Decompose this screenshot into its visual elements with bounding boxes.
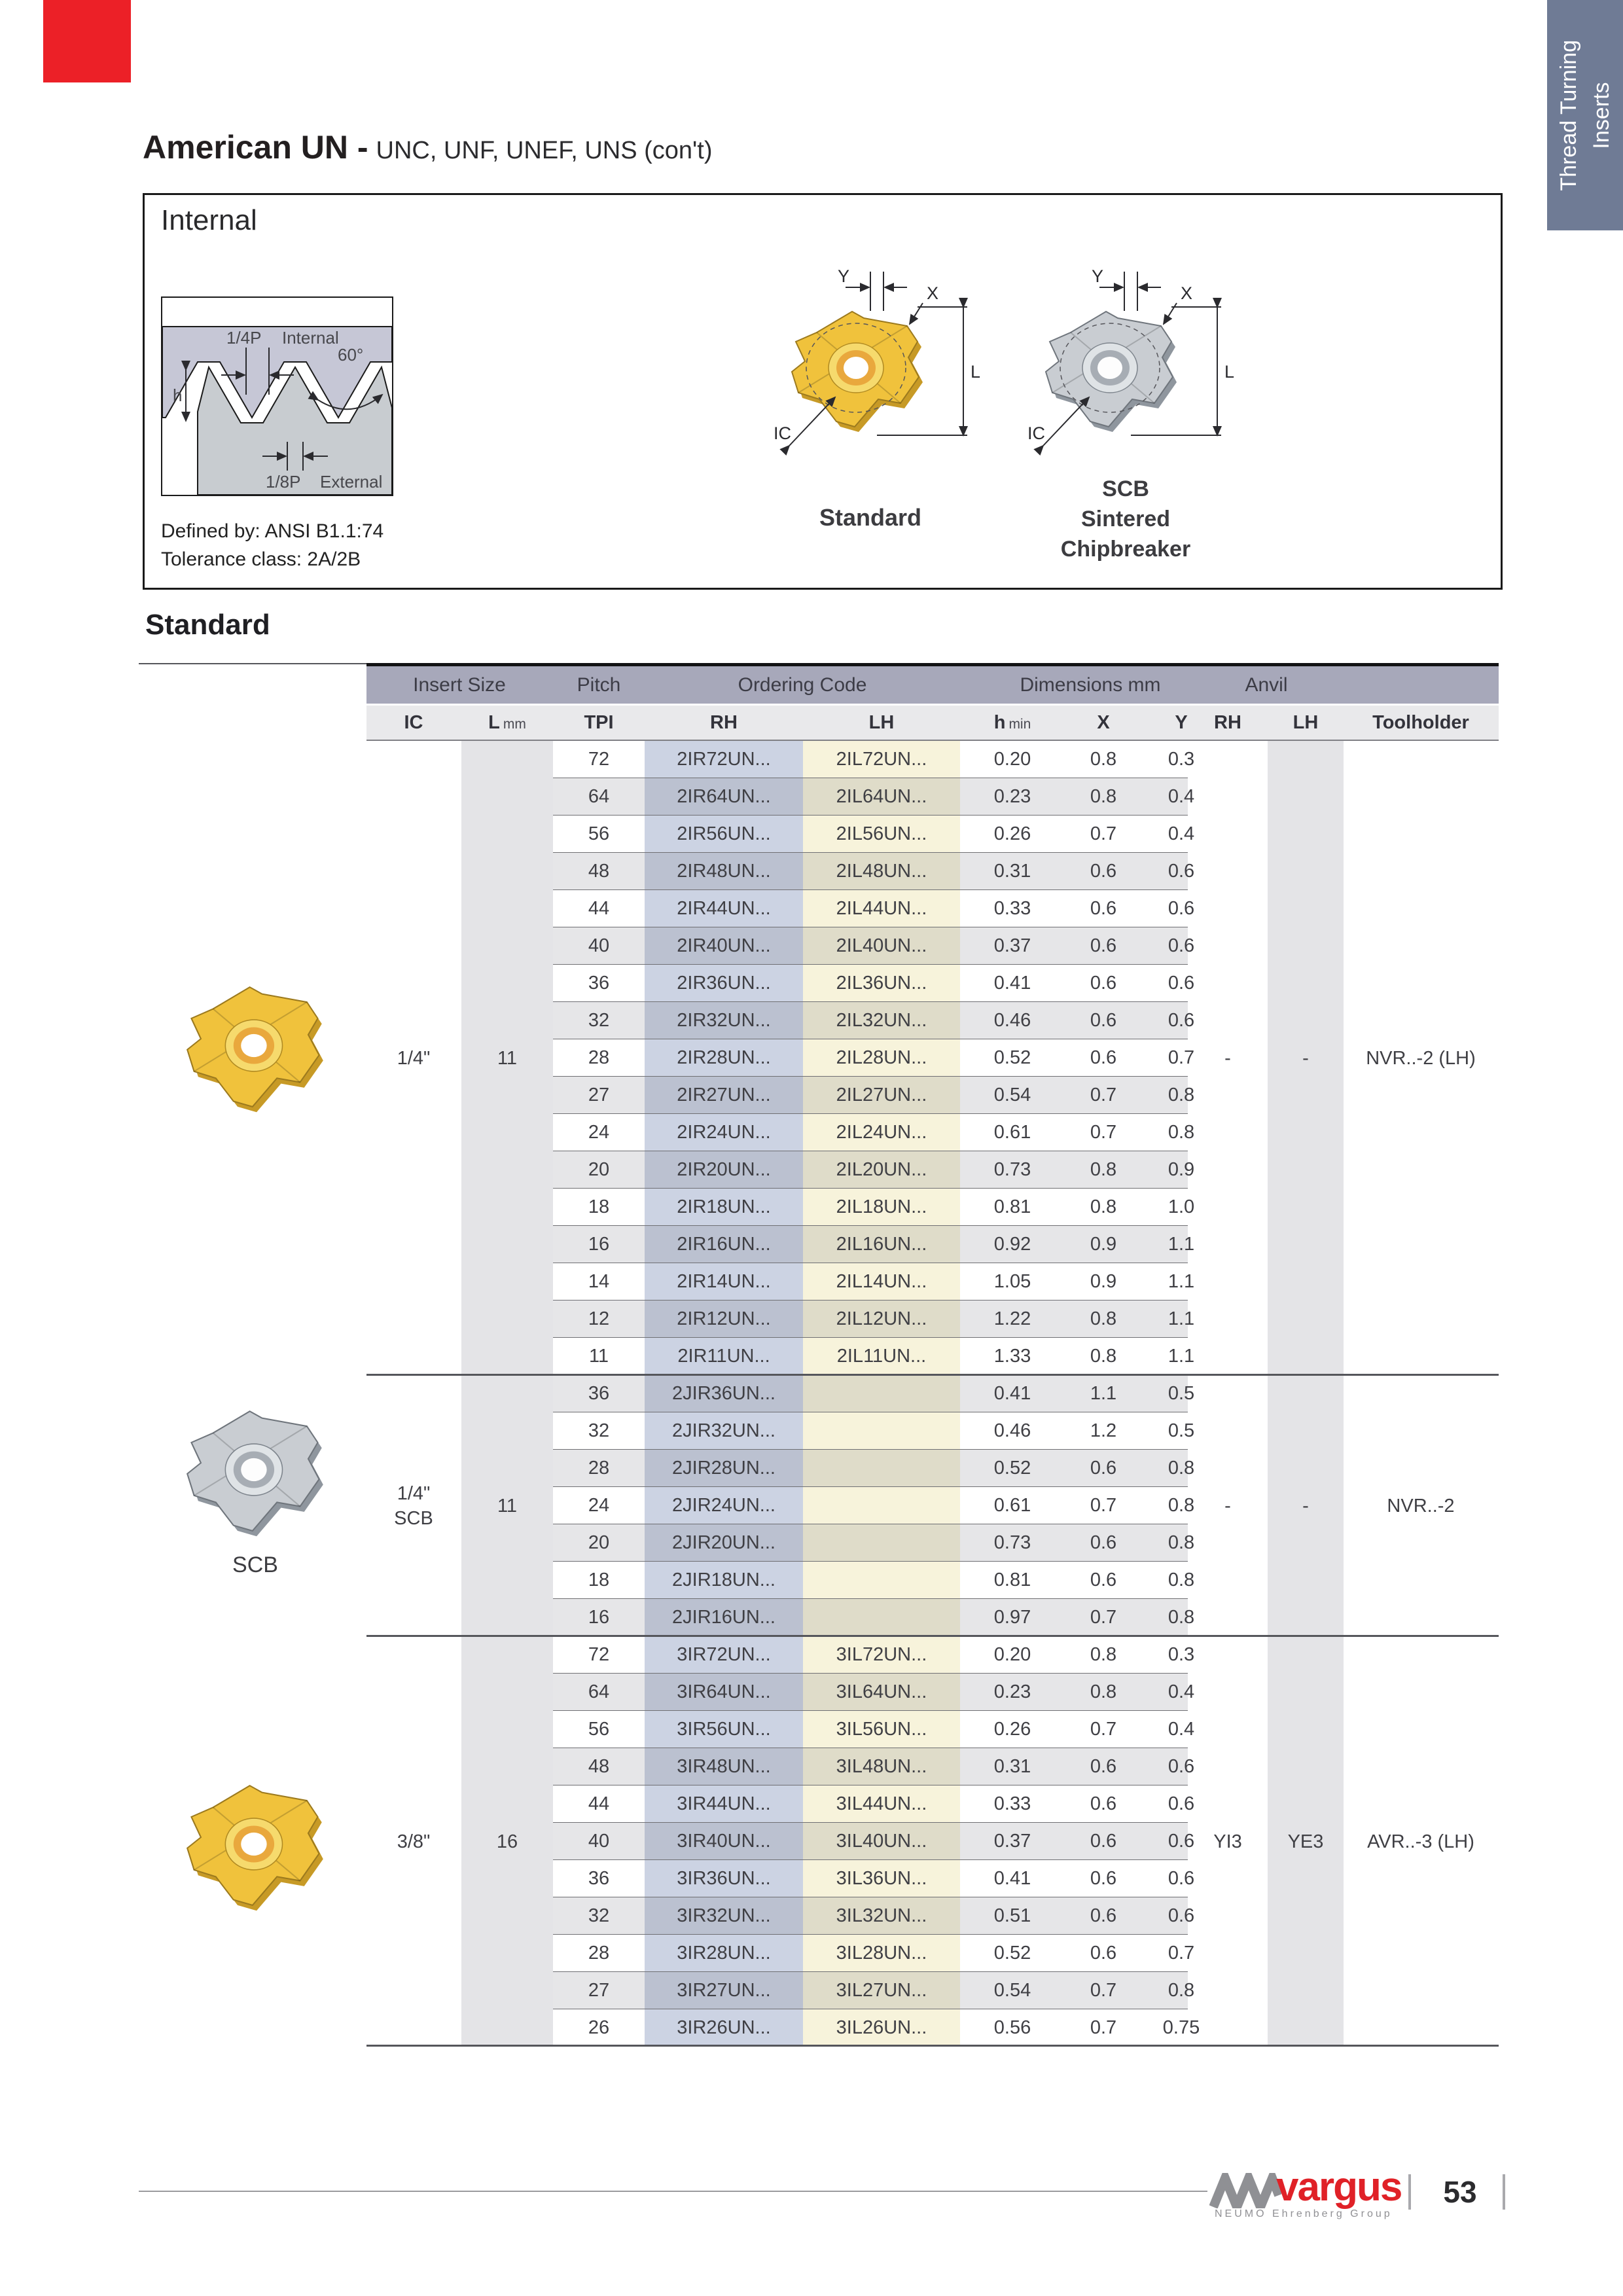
- x-cell: 0.7: [1090, 1122, 1117, 1143]
- tpi-cell: 72: [588, 749, 610, 770]
- page-title-subtitle: UNC, UNF, UNEF, UNS (con't): [376, 137, 713, 164]
- x-cell: 0.8: [1090, 786, 1117, 807]
- h-cell: 0.61: [993, 1495, 1031, 1516]
- x-cell: 0.6: [1090, 1010, 1117, 1031]
- rh-cell: 2IR27UN...: [677, 1085, 771, 1105]
- x-cell: 0.6: [1090, 1831, 1117, 1852]
- rh-cell: 2IR11UN...: [677, 1346, 770, 1367]
- rh-cell: 2JIR20UN...: [672, 1532, 776, 1553]
- col-header-l-unit: mm: [503, 717, 526, 732]
- x-cell: 0.7: [1090, 823, 1117, 844]
- y-cell: 1.1: [1168, 1234, 1195, 1255]
- y-cell: 1.0: [1168, 1196, 1195, 1217]
- rh-cell: 2JIR32UN...: [672, 1420, 776, 1441]
- tpi-cell: 72: [588, 1644, 610, 1665]
- rh-cell: 2IR44UN...: [677, 898, 771, 919]
- defined-by-line: Defined by: ANSI B1.1:74: [161, 520, 384, 542]
- tpi-cell: 36: [588, 1868, 610, 1889]
- footer-divider-right: [1503, 2174, 1505, 2210]
- x-cell: 0.7: [1090, 1085, 1117, 1105]
- h-cell: 0.20: [993, 749, 1031, 770]
- h-cell: 0.23: [993, 786, 1031, 807]
- tpi-cell: 40: [588, 1831, 610, 1852]
- footer-divider-left: [1408, 2174, 1411, 2210]
- ic-group-label-line: SCB: [394, 1507, 433, 1529]
- x-cell: 0.6: [1090, 1756, 1117, 1777]
- y-cell: 0.4: [1168, 786, 1195, 807]
- toolholder-group-label: [1316, 1812, 1525, 1871]
- diagram-eighth-pitch-label: 1/8P: [266, 472, 301, 492]
- rh-cell: 3IR48UN...: [677, 1756, 771, 1777]
- x-cell: 0.7: [1090, 1495, 1117, 1516]
- y-cell: 0.3: [1168, 749, 1195, 770]
- y-cell: 0.6: [1168, 1793, 1195, 1814]
- l-group-label-line: 16: [496, 1831, 518, 1852]
- lh-cell: 2IL27UN...: [836, 1085, 927, 1105]
- scb-photo-label: SCB: [232, 1552, 278, 1577]
- tpi-cell: 11: [588, 1346, 609, 1367]
- x-cell: 0.6: [1090, 1570, 1117, 1590]
- section-title: Standard: [145, 609, 270, 641]
- tpi-cell: 26: [588, 2017, 610, 2038]
- x-cell: 0.6: [1090, 1532, 1117, 1553]
- col-header-toolholder: Toolholder: [1372, 712, 1469, 733]
- page-title-main: American UN -: [143, 129, 368, 166]
- h-cell: 0.81: [993, 1570, 1031, 1590]
- thread-profile-diagram: [161, 296, 393, 496]
- tpi-cell: 20: [588, 1159, 610, 1180]
- diagram-angle-label: 60°: [338, 345, 364, 365]
- defined-by-text: [161, 517, 383, 573]
- page-number: 53: [1443, 2175, 1477, 2209]
- tpi-cell: 24: [588, 1122, 610, 1143]
- x-cell: 0.8: [1090, 1346, 1117, 1367]
- tpi-cell: 32: [588, 1905, 610, 1926]
- rh-cell: 2IR12UN...: [677, 1308, 771, 1329]
- y-cell: 0.7: [1168, 1047, 1195, 1068]
- x-cell: 0.6: [1090, 1943, 1117, 1964]
- tpi-cell: 48: [588, 1756, 610, 1777]
- rh-cell: 2IR18UN...: [677, 1196, 771, 1217]
- y-cell: 0.8: [1168, 1458, 1195, 1479]
- x-cell: 0.6: [1090, 1793, 1117, 1814]
- lh-cell: 2IL24UN...: [836, 1122, 927, 1143]
- lh-cell: 2IL56UN...: [836, 823, 927, 844]
- h-cell: 0.92: [993, 1234, 1031, 1255]
- table-body: [366, 741, 1499, 2047]
- lh-cell: 3IL44UN...: [836, 1793, 927, 1814]
- vargus-logo-subtext: NEUMO Ehrenberg Group: [1215, 2208, 1393, 2219]
- l-group-label: [402, 1812, 612, 1871]
- h-cell: 0.52: [993, 1047, 1031, 1068]
- rh-cell: 2IR72UN...: [677, 749, 771, 770]
- tpi-cell: 56: [588, 823, 610, 844]
- anvil-rh-group-label-line: -: [1224, 1495, 1231, 1516]
- h-cell: 0.51: [993, 1905, 1031, 1926]
- lh-cell: 3IL56UN...: [836, 1719, 927, 1740]
- h-cell: 1.33: [993, 1346, 1031, 1367]
- h-cell: 0.41: [993, 1383, 1031, 1404]
- tpi-cell: 18: [588, 1570, 610, 1590]
- lh-cell: 3IL72UN...: [836, 1644, 927, 1665]
- rh-cell: 2IR14UN...: [677, 1271, 771, 1292]
- y-cell: 0.3: [1168, 1644, 1195, 1665]
- side-tab-text: [1552, 40, 1618, 191]
- dim-label-ic: IC: [1027, 423, 1045, 443]
- col-group-insert-size: Insert Size: [413, 674, 506, 696]
- lh-cell: 2IL12UN...: [836, 1308, 927, 1329]
- lh-cell: 2IL64UN...: [836, 786, 927, 807]
- scb-caption-line2: Sintered: [1080, 507, 1171, 531]
- dim-label-x: X: [927, 283, 939, 303]
- col-group-pitch: Pitch: [577, 674, 621, 696]
- y-cell: 0.5: [1168, 1420, 1195, 1441]
- tpi-cell: 56: [588, 1719, 610, 1740]
- h-cell: 0.54: [993, 1085, 1031, 1105]
- x-cell: 1.1: [1090, 1383, 1117, 1404]
- h-cell: 0.73: [993, 1532, 1031, 1553]
- diagram-h-label: h: [173, 386, 183, 405]
- col-header-lh: LH: [868, 712, 895, 733]
- dim-label-l: L: [971, 362, 981, 382]
- x-cell: 0.7: [1090, 1607, 1117, 1628]
- h-cell: 0.23: [993, 1681, 1031, 1702]
- lh-cell: 2IL36UN...: [836, 973, 927, 994]
- side-tab-thread-turning-inserts: [1547, 0, 1623, 230]
- insert-photo-standard-threeeighths: [173, 1782, 337, 1924]
- h-cell: 0.54: [993, 1980, 1031, 2001]
- lh-cell: 2IL11UN...: [836, 1346, 927, 1367]
- h-cell: 0.73: [993, 1159, 1031, 1180]
- y-cell: 0.6: [1168, 1756, 1195, 1777]
- h-cell: 0.31: [993, 1756, 1031, 1777]
- tpi-cell: 44: [588, 1793, 610, 1814]
- diagram-external-label: External: [320, 472, 383, 492]
- tpi-cell: 14: [588, 1271, 610, 1292]
- rh-cell: 3IR36UN...: [677, 1868, 771, 1889]
- x-cell: 0.8: [1090, 1159, 1117, 1180]
- internal-heading: Internal: [161, 204, 257, 236]
- col-header-h: h: [993, 712, 1006, 733]
- x-cell: 1.2: [1090, 1420, 1117, 1441]
- y-cell: 0.8: [1168, 1570, 1195, 1590]
- scb-caption-line1: SCB: [1102, 476, 1149, 501]
- lh-cell: 2IL32UN...: [836, 1010, 927, 1031]
- lh-cell: 2IL48UN...: [836, 861, 927, 882]
- h-cell: 0.56: [993, 2017, 1031, 2038]
- rh-cell: 3IR64UN...: [677, 1681, 771, 1702]
- anvil-rh-group-label-line: -: [1224, 1047, 1231, 1069]
- toolholder-group-label: [1316, 1029, 1525, 1088]
- h-cell: 0.20: [993, 1644, 1031, 1665]
- side-tab-line1: Thread Turning: [1556, 39, 1581, 191]
- y-cell: 0.6: [1168, 935, 1195, 956]
- insert-photo-scb: [173, 1407, 337, 1550]
- scb-caption-line3: Chipbreaker: [1060, 537, 1191, 562]
- h-cell: 0.31: [993, 861, 1031, 882]
- h-cell: 0.46: [993, 1420, 1031, 1441]
- h-cell: 0.52: [993, 1943, 1031, 1964]
- x-cell: 0.6: [1090, 1868, 1117, 1889]
- x-cell: 0.8: [1090, 1681, 1117, 1702]
- table-bottom-border: [366, 2045, 1499, 2047]
- tpi-cell: 12: [588, 1308, 610, 1329]
- h-cell: 0.52: [993, 1458, 1031, 1479]
- y-cell: 0.4: [1168, 823, 1195, 844]
- y-cell: 1.1: [1168, 1308, 1195, 1329]
- h-cell: 0.46: [993, 1010, 1031, 1031]
- dim-label-y: Y: [837, 266, 849, 286]
- rh-cell: 3IR40UN...: [677, 1831, 771, 1852]
- toolholder-group-label-line: NVR..-2: [1387, 1495, 1455, 1516]
- x-cell: 0.6: [1090, 973, 1117, 994]
- x-cell: 0.6: [1090, 1905, 1117, 1926]
- col-header-y: Y: [1175, 712, 1188, 733]
- insert-photo-standard-quarter: [173, 983, 337, 1126]
- rh-cell: 2IR24UN...: [677, 1122, 771, 1143]
- col-header-l: L: [488, 712, 500, 733]
- x-cell: 0.9: [1090, 1234, 1117, 1255]
- y-cell: 0.6: [1168, 1010, 1195, 1031]
- lh-cell: 3IL40UN...: [836, 1831, 927, 1852]
- col-group-anvil: Anvil: [1245, 674, 1288, 696]
- col-group-ordering-code: Ordering Code: [738, 674, 867, 696]
- tpi-cell: 36: [588, 973, 610, 994]
- dim-label-ic: IC: [774, 423, 791, 443]
- y-cell: 0.9: [1168, 1159, 1195, 1180]
- rh-cell: 2JIR28UN...: [672, 1458, 776, 1479]
- standard-figure-caption: Standard: [819, 504, 922, 531]
- tpi-cell: 20: [588, 1532, 610, 1553]
- lh-cell: 2IL72UN...: [836, 749, 927, 770]
- rh-cell: 3IR44UN...: [677, 1793, 771, 1814]
- y-cell: 1.1: [1168, 1271, 1195, 1292]
- y-cell: 0.6: [1168, 861, 1195, 882]
- h-cell: 0.33: [993, 1793, 1031, 1814]
- y-cell: 0.8: [1168, 1532, 1195, 1553]
- rh-cell: 2JIR24UN...: [672, 1495, 776, 1516]
- vargus-logo-text: vargus: [1276, 2164, 1402, 2210]
- rh-cell: 2IR36UN...: [677, 973, 771, 994]
- y-cell: 0.4: [1168, 1681, 1195, 1702]
- col-header-ic: IC: [404, 712, 423, 733]
- page-title: [143, 128, 713, 166]
- col-header-x: X: [1097, 712, 1110, 733]
- col-header-tpi: TPI: [584, 712, 614, 733]
- lh-cell: 3IL36UN...: [836, 1868, 927, 1889]
- y-cell: 0.8: [1168, 1495, 1195, 1516]
- l-group-label: [402, 1029, 612, 1088]
- ic-group-label-line: 3/8": [397, 1831, 431, 1852]
- rh-cell: 2IR16UN...: [677, 1234, 771, 1255]
- l-group-label: [402, 1477, 612, 1535]
- tpi-cell: 48: [588, 861, 610, 882]
- h-cell: 0.97: [993, 1607, 1031, 1628]
- anvil-lh-group-label-line: YE3: [1287, 1831, 1324, 1852]
- rh-cell: 2IR40UN...: [677, 935, 771, 956]
- anvil-lh-group-label-line: -: [1302, 1495, 1309, 1516]
- diagram-quarter-pitch-label: 1/4P: [226, 328, 262, 348]
- l-group-label-line: 11: [497, 1495, 518, 1516]
- h-cell: 0.37: [993, 935, 1031, 956]
- rh-cell: 2IR56UN...: [677, 823, 771, 844]
- tpi-cell: 18: [588, 1196, 610, 1217]
- dim-label-y: Y: [1091, 266, 1103, 286]
- h-cell: 0.81: [993, 1196, 1031, 1217]
- lh-cell: 3IL64UN...: [836, 1681, 927, 1702]
- tpi-cell: 36: [588, 1383, 610, 1404]
- table-sub-header-row: [366, 706, 1499, 741]
- tpi-cell: 32: [588, 1420, 610, 1441]
- ic-group-label-line: 1/4": [397, 1047, 431, 1069]
- x-cell: 0.8: [1090, 1644, 1117, 1665]
- y-cell: 0.6: [1168, 1831, 1195, 1852]
- diagram-internal-label: Internal: [282, 328, 339, 348]
- rh-cell: 2IR48UN...: [677, 861, 771, 882]
- y-cell: 0.6: [1168, 1868, 1195, 1889]
- tolerance-line: Tolerance class: 2A/2B: [161, 548, 361, 570]
- h-cell: 1.22: [993, 1308, 1031, 1329]
- rh-cell: 3IR72UN...: [677, 1644, 771, 1665]
- l-group-label-line: 11: [497, 1047, 518, 1069]
- rh-cell: 3IR26UN...: [677, 2017, 771, 2038]
- table-group-header-row: [366, 666, 1499, 704]
- rh-cell: 2IR32UN...: [677, 1010, 771, 1031]
- tpi-cell: 27: [588, 1980, 610, 2001]
- x-cell: 0.6: [1090, 898, 1117, 919]
- h-cell: 0.41: [993, 973, 1031, 994]
- y-cell: 0.7: [1168, 1943, 1195, 1964]
- y-cell: 0.8: [1168, 1980, 1195, 2001]
- y-cell: 0.5: [1168, 1383, 1195, 1404]
- x-cell: 0.8: [1090, 1196, 1117, 1217]
- scb-insert-figure: [1007, 265, 1242, 461]
- lh-cell: 2IL28UN...: [836, 1047, 927, 1068]
- col-group-dimensions: Dimensions mm: [1020, 674, 1161, 696]
- lh-cell: 2IL18UN...: [836, 1196, 927, 1217]
- h-cell: 0.26: [993, 823, 1031, 844]
- col-header-anvil-rh: RH: [1214, 712, 1241, 733]
- rh-cell: 3IR28UN...: [677, 1943, 771, 1964]
- rh-cell: 2IR64UN...: [677, 786, 771, 807]
- y-cell: 0.6: [1168, 898, 1195, 919]
- lh-cell: 3IL28UN...: [836, 1943, 927, 1964]
- tpi-cell: 64: [588, 786, 610, 807]
- h-cell: 0.61: [993, 1122, 1031, 1143]
- lh-cell: 2IL20UN...: [836, 1159, 927, 1180]
- tpi-cell: 40: [588, 935, 610, 956]
- rh-cell: 2IR28UN...: [677, 1047, 771, 1068]
- dim-label-l: L: [1224, 362, 1235, 382]
- anvil-lh-group-label-line: -: [1302, 1047, 1309, 1069]
- x-cell: 0.9: [1090, 1271, 1117, 1292]
- lh-cell: 2IL16UN...: [836, 1234, 927, 1255]
- rh-cell: 2JIR16UN...: [672, 1607, 776, 1628]
- tpi-cell: 28: [588, 1943, 610, 1964]
- lh-cell: 3IL32UN...: [836, 1905, 927, 1926]
- x-cell: 0.6: [1090, 861, 1117, 882]
- y-cell: 0.8: [1168, 1085, 1195, 1105]
- h-cell: 0.41: [993, 1868, 1031, 1889]
- y-cell: 0.75: [1162, 2017, 1200, 2038]
- lh-cell: 2IL44UN...: [836, 898, 927, 919]
- x-cell: 0.7: [1090, 1980, 1117, 2001]
- dim-label-x: X: [1181, 283, 1193, 303]
- x-cell: 0.6: [1090, 1458, 1117, 1479]
- x-cell: 0.7: [1090, 2017, 1117, 2038]
- x-cell: 0.6: [1090, 1047, 1117, 1068]
- lh-cell: 2IL14UN...: [836, 1271, 927, 1292]
- toolholder-group-label-line: NVR..-2 (LH): [1366, 1047, 1476, 1069]
- tpi-cell: 32: [588, 1010, 610, 1031]
- col-header-anvil-lh: LH: [1293, 712, 1319, 733]
- h-cell: 1.05: [993, 1271, 1031, 1292]
- rh-cell: 2JIR36UN...: [672, 1383, 776, 1404]
- tpi-cell: 16: [588, 1607, 610, 1628]
- y-cell: 0.6: [1168, 973, 1195, 994]
- red-corner-marker: [43, 0, 131, 82]
- rh-cell: 3IR27UN...: [677, 1980, 771, 2001]
- h-cell: 0.33: [993, 898, 1031, 919]
- anvil-rh-group-label-line: YI3: [1213, 1831, 1242, 1852]
- tpi-cell: 44: [588, 898, 610, 919]
- toolholder-group-label: [1316, 1477, 1525, 1535]
- rh-cell: 2IR20UN...: [677, 1159, 771, 1180]
- x-cell: 0.7: [1090, 1719, 1117, 1740]
- x-cell: 0.6: [1090, 935, 1117, 956]
- rh-cell: 2JIR18UN...: [672, 1570, 776, 1590]
- tpi-cell: 28: [588, 1458, 610, 1479]
- col-header-rh: RH: [710, 712, 738, 733]
- side-tab-line2: Inserts: [1589, 81, 1614, 149]
- h-cell: 0.26: [993, 1719, 1031, 1740]
- lh-cell: 3IL27UN...: [836, 1980, 927, 2001]
- standard-insert-figure: [753, 265, 988, 461]
- ic-group-label-line: 1/4": [397, 1482, 431, 1504]
- lh-cell: 3IL26UN...: [836, 2017, 927, 2038]
- footer-rule: [139, 2191, 1207, 2192]
- toolholder-group-label-line: AVR..-3 (LH): [1367, 1831, 1474, 1852]
- tpi-cell: 16: [588, 1234, 610, 1255]
- y-cell: 0.6: [1168, 1905, 1195, 1926]
- x-cell: 0.8: [1090, 749, 1117, 770]
- y-cell: 0.8: [1168, 1122, 1195, 1143]
- vargus-zigzag-icon: [1209, 2173, 1281, 2208]
- lh-cell: 2IL40UN...: [836, 935, 927, 956]
- y-cell: 1.1: [1168, 1346, 1195, 1367]
- tpi-cell: 28: [588, 1047, 610, 1068]
- x-cell: 0.8: [1090, 1308, 1117, 1329]
- y-cell: 0.8: [1168, 1607, 1195, 1628]
- col-header-h-unit: min: [1008, 717, 1031, 732]
- tpi-cell: 64: [588, 1681, 610, 1702]
- tpi-cell: 24: [588, 1495, 610, 1516]
- rh-cell: 3IR56UN...: [677, 1719, 771, 1740]
- tpi-cell: 27: [588, 1085, 610, 1105]
- rh-cell: 3IR32UN...: [677, 1905, 771, 1926]
- y-cell: 0.4: [1168, 1719, 1195, 1740]
- h-cell: 0.37: [993, 1831, 1031, 1852]
- lh-cell: 3IL48UN...: [836, 1756, 927, 1777]
